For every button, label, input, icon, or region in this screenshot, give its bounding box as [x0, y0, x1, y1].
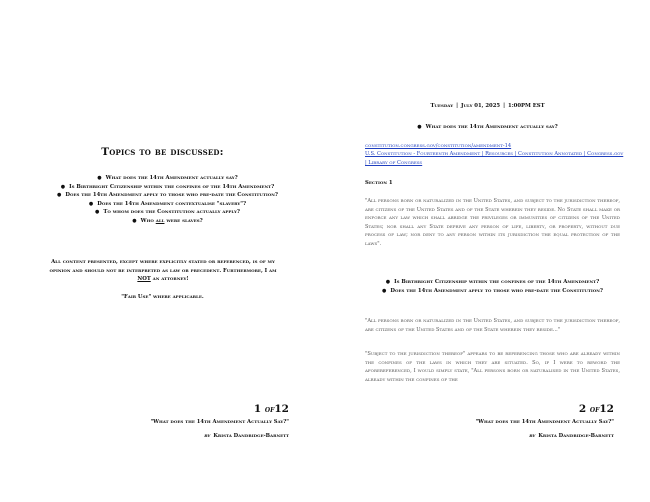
- topics-list-2: [365, 278, 620, 295]
- list-item: ● Does the 14th Amendment apply to those who pre-date the Constitution?: [57, 192, 278, 199]
- page-2: [325, 0, 650, 502]
- disclaimer: All content presented, except where explicitly stated or referenced, is of my opinion and should not be interpreted as law or precedent. Furthermore, I am NOT an attorney!: [49, 259, 277, 283]
- commentary-paragraph: "Subject to the jurisdiction thereof" appears to be referencing those who are already within the confines of the laws in which they are situated. So, if I were to reword the aforereferenced, I would simply state, "All persons born or naturalised in the United States, already within the confines of the: [365, 351, 620, 383]
- bullet-icon: ●: [60, 183, 66, 190]
- bullet-icon: ●: [385, 279, 391, 285]
- page-1-title: Topics to be discussed:: [101, 146, 224, 158]
- bullet-icon: ●: [88, 200, 94, 207]
- bullet-icon: ●: [97, 175, 102, 181]
- bullet-icon: ●: [132, 217, 137, 224]
- list-item: ● Who all were slaves?: [132, 217, 203, 224]
- page-number: 1 of12: [253, 403, 289, 415]
- topics-list: [40, 174, 295, 226]
- list-item: ● What does the 14th Amendment actually say?: [97, 175, 238, 181]
- footer-author: by Krista Dandridge-Barnett: [204, 432, 289, 439]
- footer-doc-title: "What does the 14th Amendment Actually Say?": [150, 419, 289, 425]
- list-item: ● Is Birthright Citizenship within the confines of the 14th Amendment?: [385, 279, 600, 285]
- amendment-quote-short: "All persons born or naturalized in the United States, and subject to the jurisdiction thereof, are citizens of the United States and of the State wherein they reside...": [365, 318, 620, 333]
- bullet-icon: ●: [95, 209, 100, 216]
- footer-author: by Krista Dandridge-Barnett: [529, 432, 614, 439]
- bullet-icon: ●: [382, 287, 387, 294]
- constitution-link[interactable]: constitution.congress.gov/constitution/amendment-14: [365, 143, 512, 149]
- section-label: Section 1: [365, 180, 393, 186]
- page-number: 2 of12: [578, 403, 614, 415]
- date-header: Tuesday | July 01, 2025 | 1:00PM EST: [430, 103, 545, 109]
- footer-doc-title: "What does the 14th Amendment Actually Say?": [475, 419, 614, 425]
- fair-use-note: "Fair Use" where applicable.: [121, 294, 204, 300]
- list-item: ● To whom does the Constitution actually apply?: [95, 209, 240, 216]
- reference-links: [365, 142, 625, 167]
- list-item: ● Is Birthright Citizenship within the confines of the 14th Amendment?: [60, 183, 275, 190]
- bullet-icon: ●: [57, 192, 62, 199]
- amendment-quote: "All persons born or naturalized in the United States, and subject to the jurisdiction thereof, are citizens of the United States and of the State wherein they reside. No State shall make or enforce any law which shall abridge the privileges or immunities of citizens of the United States; nor shall any State deprive any person of life, liberty, or property, without due process of law; nor deny to any person within its jurisdiction the equal protection of the laws".: [365, 198, 620, 247]
- question-heading: ● What does the 14th Amendment actually say?: [417, 124, 558, 130]
- congress-gov-link[interactable]: U.S. Constitution - Fourteenth Amendment | Resources | Constitution Annotated | Congress.gov | Library of Congress: [365, 151, 624, 166]
- list-item: ● Does the 14th Amendment contextualise "slavery"?: [88, 200, 247, 207]
- list-item: ● Does the 14th Amendment apply to those who pre-date the Constitution?: [382, 287, 603, 294]
- bullet-icon: ●: [417, 124, 422, 130]
